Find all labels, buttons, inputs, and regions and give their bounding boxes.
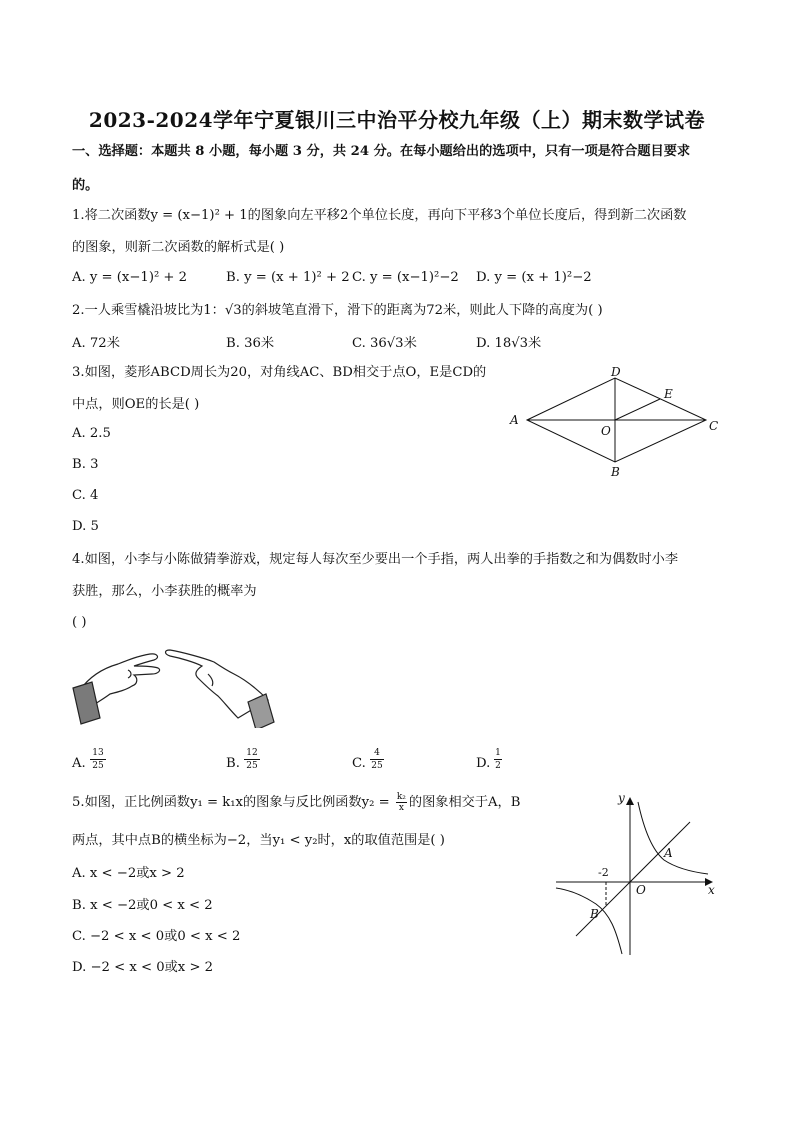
q1-option-b: B. y = (x + 1)² + 2 [226,270,350,285]
label-e: E [664,387,673,401]
q4-c-denominator: 25 [371,761,383,771]
q3-option-d: D. 5 [72,519,99,534]
page-title: 2023-2024学年宁夏银川三中治平分校九年级（上）期末数学试卷 [88,108,706,132]
q3-stem: 3.如图，菱形ABCD周长为20，对角线AC、BD相交于点O，E是CD的 [72,365,487,380]
q5-stem: 5.如图，正比例函数y₁ = k₁x的图象与反比例函数y₂ = $\frac{\text{k₂}}{x}$ 的图象相交于A，B [72,792,521,813]
q2-option-a: A. 72米 [72,336,120,351]
label-o: O [636,883,646,897]
label-b: B [611,465,620,479]
q5-option-b: B. x < −2或0 < x < 2 [72,898,213,913]
q4-b-numerator: 12 [244,748,260,760]
label-x: x [708,883,715,897]
q4-stem-paren: ( ) [72,615,87,630]
label-minus-two: -2 [598,866,609,879]
q2-option-c: C. 36√3米 [352,336,417,351]
q4-d-denominator: 2 [495,761,501,771]
q3-stem-cont: 中点，则OE的长是( ) [72,397,200,412]
q2-option-d: D. 18√3米 [476,336,542,351]
q5-stem-cont: 两点，其中点B的横坐标为−2，当y₁ < y₂时，x的取值范围是( ) [72,833,445,848]
section-heading: 一、选择题：本题共 8 小题，每小题 3 分，共 24 分。在每小题给出的选项中，只有一项是符合题目要求 [72,144,691,159]
q5-option-c: C. −2 < x < 0或0 < x < 2 [72,929,241,944]
q1-option-a: A. y = (x−1)² + 2 [72,270,188,285]
q2-option-b: B. 36米 [226,336,275,351]
q4-b-denominator: 25 [246,761,258,771]
q5-fraction: $\frac{\text{k₂}}{x}$ [396,792,406,813]
q1-stem: 1.将二次函数y = (x−1)² + 1的图象向左平移2个单位长度，再向下平移3个单位长度后，得到新二次函数 [72,208,687,223]
q3-option-a: A. 2.5 [72,426,111,441]
left-hand-icon [73,654,160,724]
hyperbola-branch-2 [556,888,622,954]
q1-option-d: D. y = (x + 1)²−2 [476,270,592,285]
function-graph [552,790,727,958]
q2-stem: 2.一人乘雪橇沿坡比为1：√3的斜坡笔直滑下，滑下的距离为72米，则此人下降的高度为( ) [72,303,603,318]
label-a: A [510,413,519,427]
section-heading-cont: 的。 [72,178,99,193]
q4-a-numerator: 13 [90,748,106,760]
q1-option-c: C. y = (x−1)²−2 [352,270,459,285]
q1-stem-cont: 的图象，则新二次函数的解析式是( ) [72,240,285,255]
label-o: O [601,424,611,438]
q4-c-numerator: 4 [370,748,384,760]
q4-stem-cont: 获胜，那么，小李获胜的概率为 [72,584,257,599]
right-hand-icon [166,650,275,728]
q3-option-b: B. 3 [72,457,99,472]
segment-oe [615,399,660,420]
q5-option-a: A. x < −2或x > 2 [72,866,185,881]
label-c: C [709,419,719,433]
q4-d-numerator: 1 [495,748,501,758]
label-a: A [664,846,673,860]
q3-option-c: C. 4 [72,488,99,503]
q5-option-d: D. −2 < x < 0或x > 2 [72,960,214,975]
q4-stem: 4.如图，小李与小陈做猜拳游戏，规定每人每次至少要出一个手指，两人出拳的手指数之和为偶数时小李 [72,552,679,567]
rhombus-figure [500,360,730,485]
label-y: y [618,791,625,805]
label-b: B [590,907,599,921]
hands-illustration [70,644,280,728]
label-d: D [611,365,621,379]
q4-a-denominator: 25 [92,761,104,771]
